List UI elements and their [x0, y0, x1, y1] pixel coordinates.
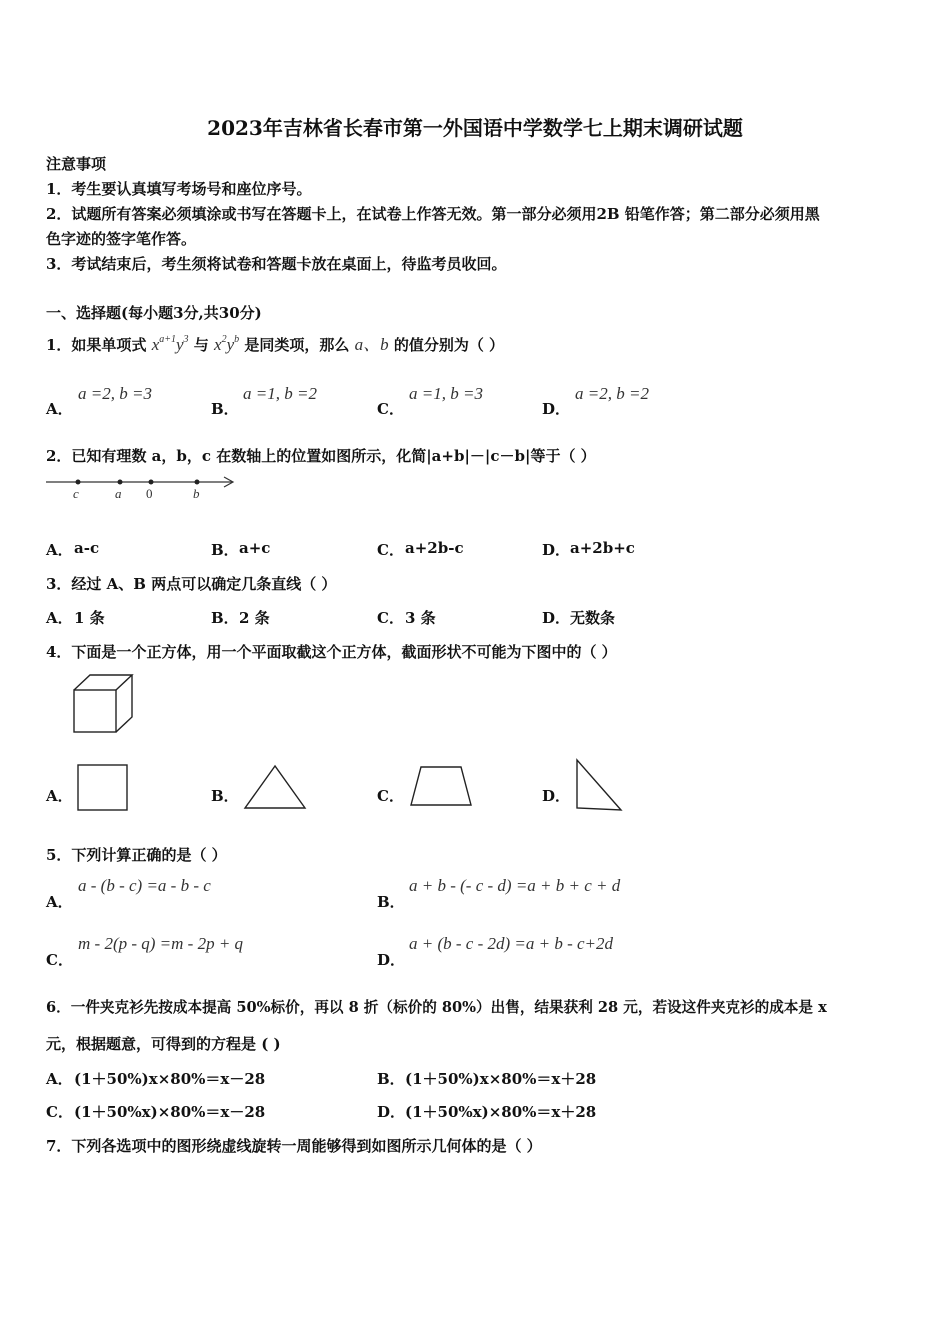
option-label: B．: [377, 893, 405, 911]
option-text: a+2b+c: [570, 539, 635, 557]
option-text: a =1, b =3: [409, 384, 483, 403]
option-text: a + (b - c - 2d) =a + b - c+2d: [409, 934, 614, 953]
option-text: a + b - (- c - d) =a + b + c + d: [409, 876, 621, 895]
triangle-icon: [245, 766, 305, 808]
option-text: 3 条: [405, 609, 436, 627]
option-label: A．: [46, 541, 73, 559]
section-heading: 一、选择题(每小题3分,共30分): [46, 304, 262, 322]
option-label: A．: [46, 609, 73, 627]
option-text: a =2, b =3: [78, 384, 152, 403]
option-label: C．: [377, 541, 404, 559]
q1-suffix: 的值分别为（ ）: [393, 336, 505, 354]
option-text: (1＋50%)x×80%＝x－28: [74, 1070, 266, 1088]
option-label: D．: [542, 400, 571, 418]
option-text: 1 条: [74, 609, 105, 627]
option-label: B．: [211, 541, 239, 559]
question-4: 4．下面是一个正方体，用一个平面取截这个正方体，截面形状不可能为下图中的（ ）: [46, 643, 617, 661]
option-label: A．: [46, 893, 73, 911]
option-label: C．: [377, 787, 404, 805]
square-icon: [78, 765, 127, 810]
option-label: C．: [377, 609, 404, 627]
question-2: 2．已知有理数 a，b，c 在数轴上的位置如图所示，化简|a+b|－|c－b|等于（ ）: [46, 447, 596, 465]
notice-item: 1．考生要认真填写考场号和座位序号。: [46, 180, 312, 198]
option-label: C．: [377, 400, 404, 418]
option-text: (1＋50%x)×80%＝x＋28: [405, 1103, 597, 1121]
axis-label-c: c: [73, 486, 79, 501]
option-label: B．: [211, 609, 239, 627]
q1-monomial-1: $x^{a+1}y^3$: [151, 334, 189, 354]
option-label: A．: [46, 787, 73, 805]
question-3: 3．经过 A、B 两点可以确定几条直线（ ）: [46, 575, 337, 593]
question-6-line-2: 元，根据题意，可得到的方程是 ( ): [46, 1035, 281, 1053]
option-text: (1＋50%x)×80%＝x－28: [74, 1103, 266, 1121]
option-text: a-c: [74, 539, 100, 557]
option-label: C．: [46, 1103, 73, 1121]
option-label: A．: [46, 1070, 73, 1088]
option-label: D．: [542, 609, 571, 627]
option-text: a =2, b =2: [575, 384, 649, 403]
q1-prefix: 1．如果单项式: [46, 336, 147, 354]
trapezoid-icon: [411, 767, 471, 805]
question-6-line-1: 6．一件夹克衫先按成本提高 50%标价，再以 8 折（标价的 80%）出售，结果获利 28 元，若设这件夹克衫的成本是 x: [46, 999, 827, 1016]
option-label: B．: [211, 787, 239, 805]
question-5: 5．下列计算正确的是（ ）: [46, 846, 227, 864]
option-text: a+c: [239, 539, 271, 557]
axis-label-a: a: [115, 486, 122, 501]
option-label: B．: [377, 1070, 405, 1088]
option-text: a - (b - c) =a - b - c: [78, 876, 211, 895]
page-title: 2023年吉林省长春市第一外国语中学数学七上期末调研试题: [207, 116, 743, 140]
axis-label-zero: 0: [146, 486, 153, 501]
notice-item: 色字迹的签字笔作答。: [46, 230, 197, 248]
axis-label-b: b: [193, 486, 200, 501]
q1-vars: a、b: [354, 335, 389, 354]
q1-mid2: 是同类项，那么: [244, 336, 350, 354]
q1-mid: 与: [193, 336, 209, 354]
option-label: A．: [46, 400, 73, 418]
option-text: a+2b-c: [405, 539, 464, 557]
option-text: 2 条: [239, 609, 270, 627]
option-label: D．: [377, 951, 406, 969]
notice-heading: 注意事项: [46, 155, 107, 173]
option-label: D．: [542, 787, 571, 805]
option-text: (1＋50%)x×80%＝x＋28: [405, 1070, 597, 1088]
option-text: m - 2(p - q) =m - 2p + q: [78, 934, 244, 953]
cube-icon: [74, 675, 132, 732]
right-triangle-icon: [577, 760, 621, 810]
option-label: C．: [46, 951, 73, 969]
q1-monomial-2: $x^2y^b$: [214, 334, 240, 354]
option-label: D．: [377, 1103, 406, 1121]
notice-item: 3．考试结束后，考生须将试卷和答题卡放在桌面上，待监考员收回。: [46, 255, 507, 273]
notice-item: 2．试题所有答案必须填涂或书写在答题卡上，在试卷上作答无效。第一部分必须用2B 铅笔作答；第二部分必须用黑: [46, 205, 820, 223]
option-label: D．: [542, 541, 571, 559]
option-text: a =1, b =2: [243, 384, 317, 403]
option-text: 无数条: [570, 609, 616, 627]
question-7: 7．下列各选项中的图形绕虚线旋转一周能够得到如图所示几何体的是（ ）: [46, 1137, 542, 1155]
option-label: B．: [211, 400, 239, 418]
